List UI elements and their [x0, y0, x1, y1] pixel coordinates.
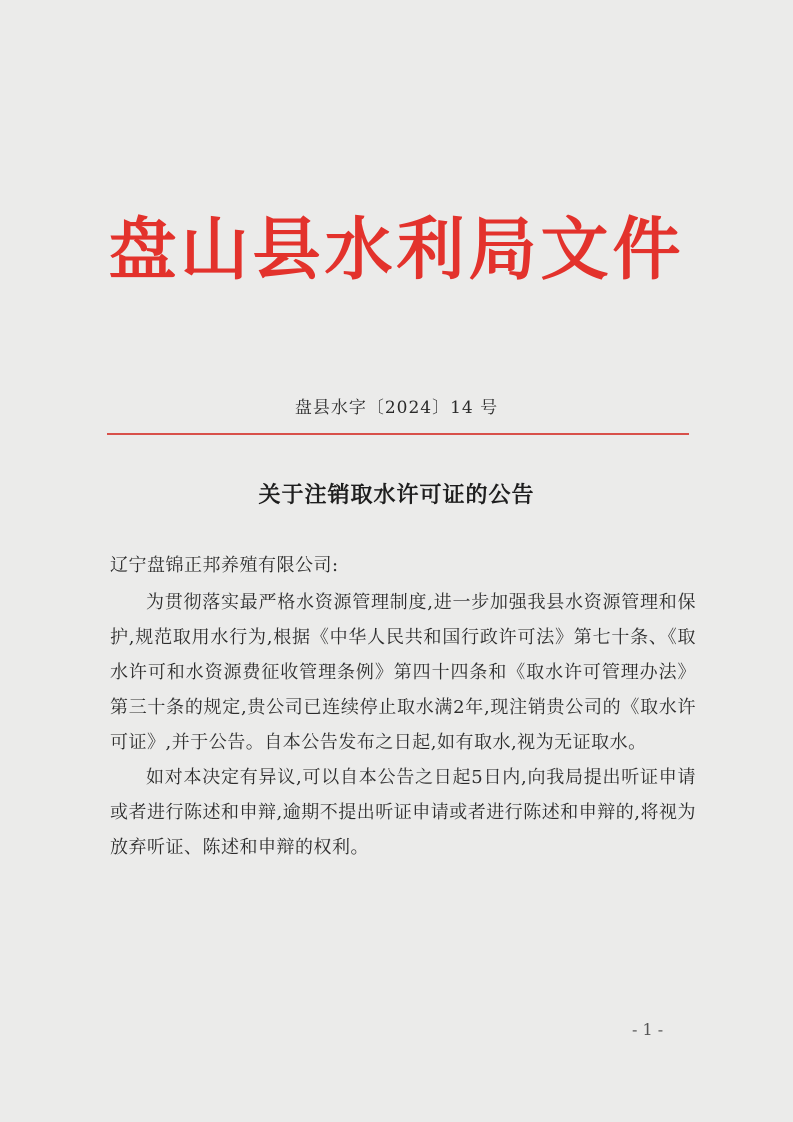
- document-header-title: 盘山县水利局文件: [108, 210, 685, 290]
- document-number: 盘县水字〔2024〕14 号: [294, 398, 499, 418]
- notice-addressee: 辽宁盘锦正邦养殖有限公司:: [110, 555, 339, 576]
- notice-paragraph-2: 如对本决定有异议,可以自本公告之日起5日内,向我局提出听证申请或者进行陈述和申辩,逾期不提出听证申请或者进行陈述和申辩的,将视为放弃听证、陈述和申辩的权利。: [110, 767, 696, 858]
- notice-paragraph-1: 为贯彻落实最严格水资源管理制度,进一步加强我县水资源管理和保护,规范取用水行为,根据《中华人民共和国行政许可法》第七十条、《取水许可和水资源费征收管理条例》第四十四条和《取水许可管理办法》第三十条的规定,贵公司已连续停止取水满2年,现注销贵公司的《取水许可证》,并于公告。自本公告发布之日起,如有取水,视为无证取水。: [110, 592, 696, 753]
- page-number: - 1 -: [632, 1020, 664, 1039]
- notice-title: 关于注销取水许可证的公告: [258, 482, 535, 508]
- notice-body: [110, 548, 696, 865]
- header-divider: [107, 433, 689, 435]
